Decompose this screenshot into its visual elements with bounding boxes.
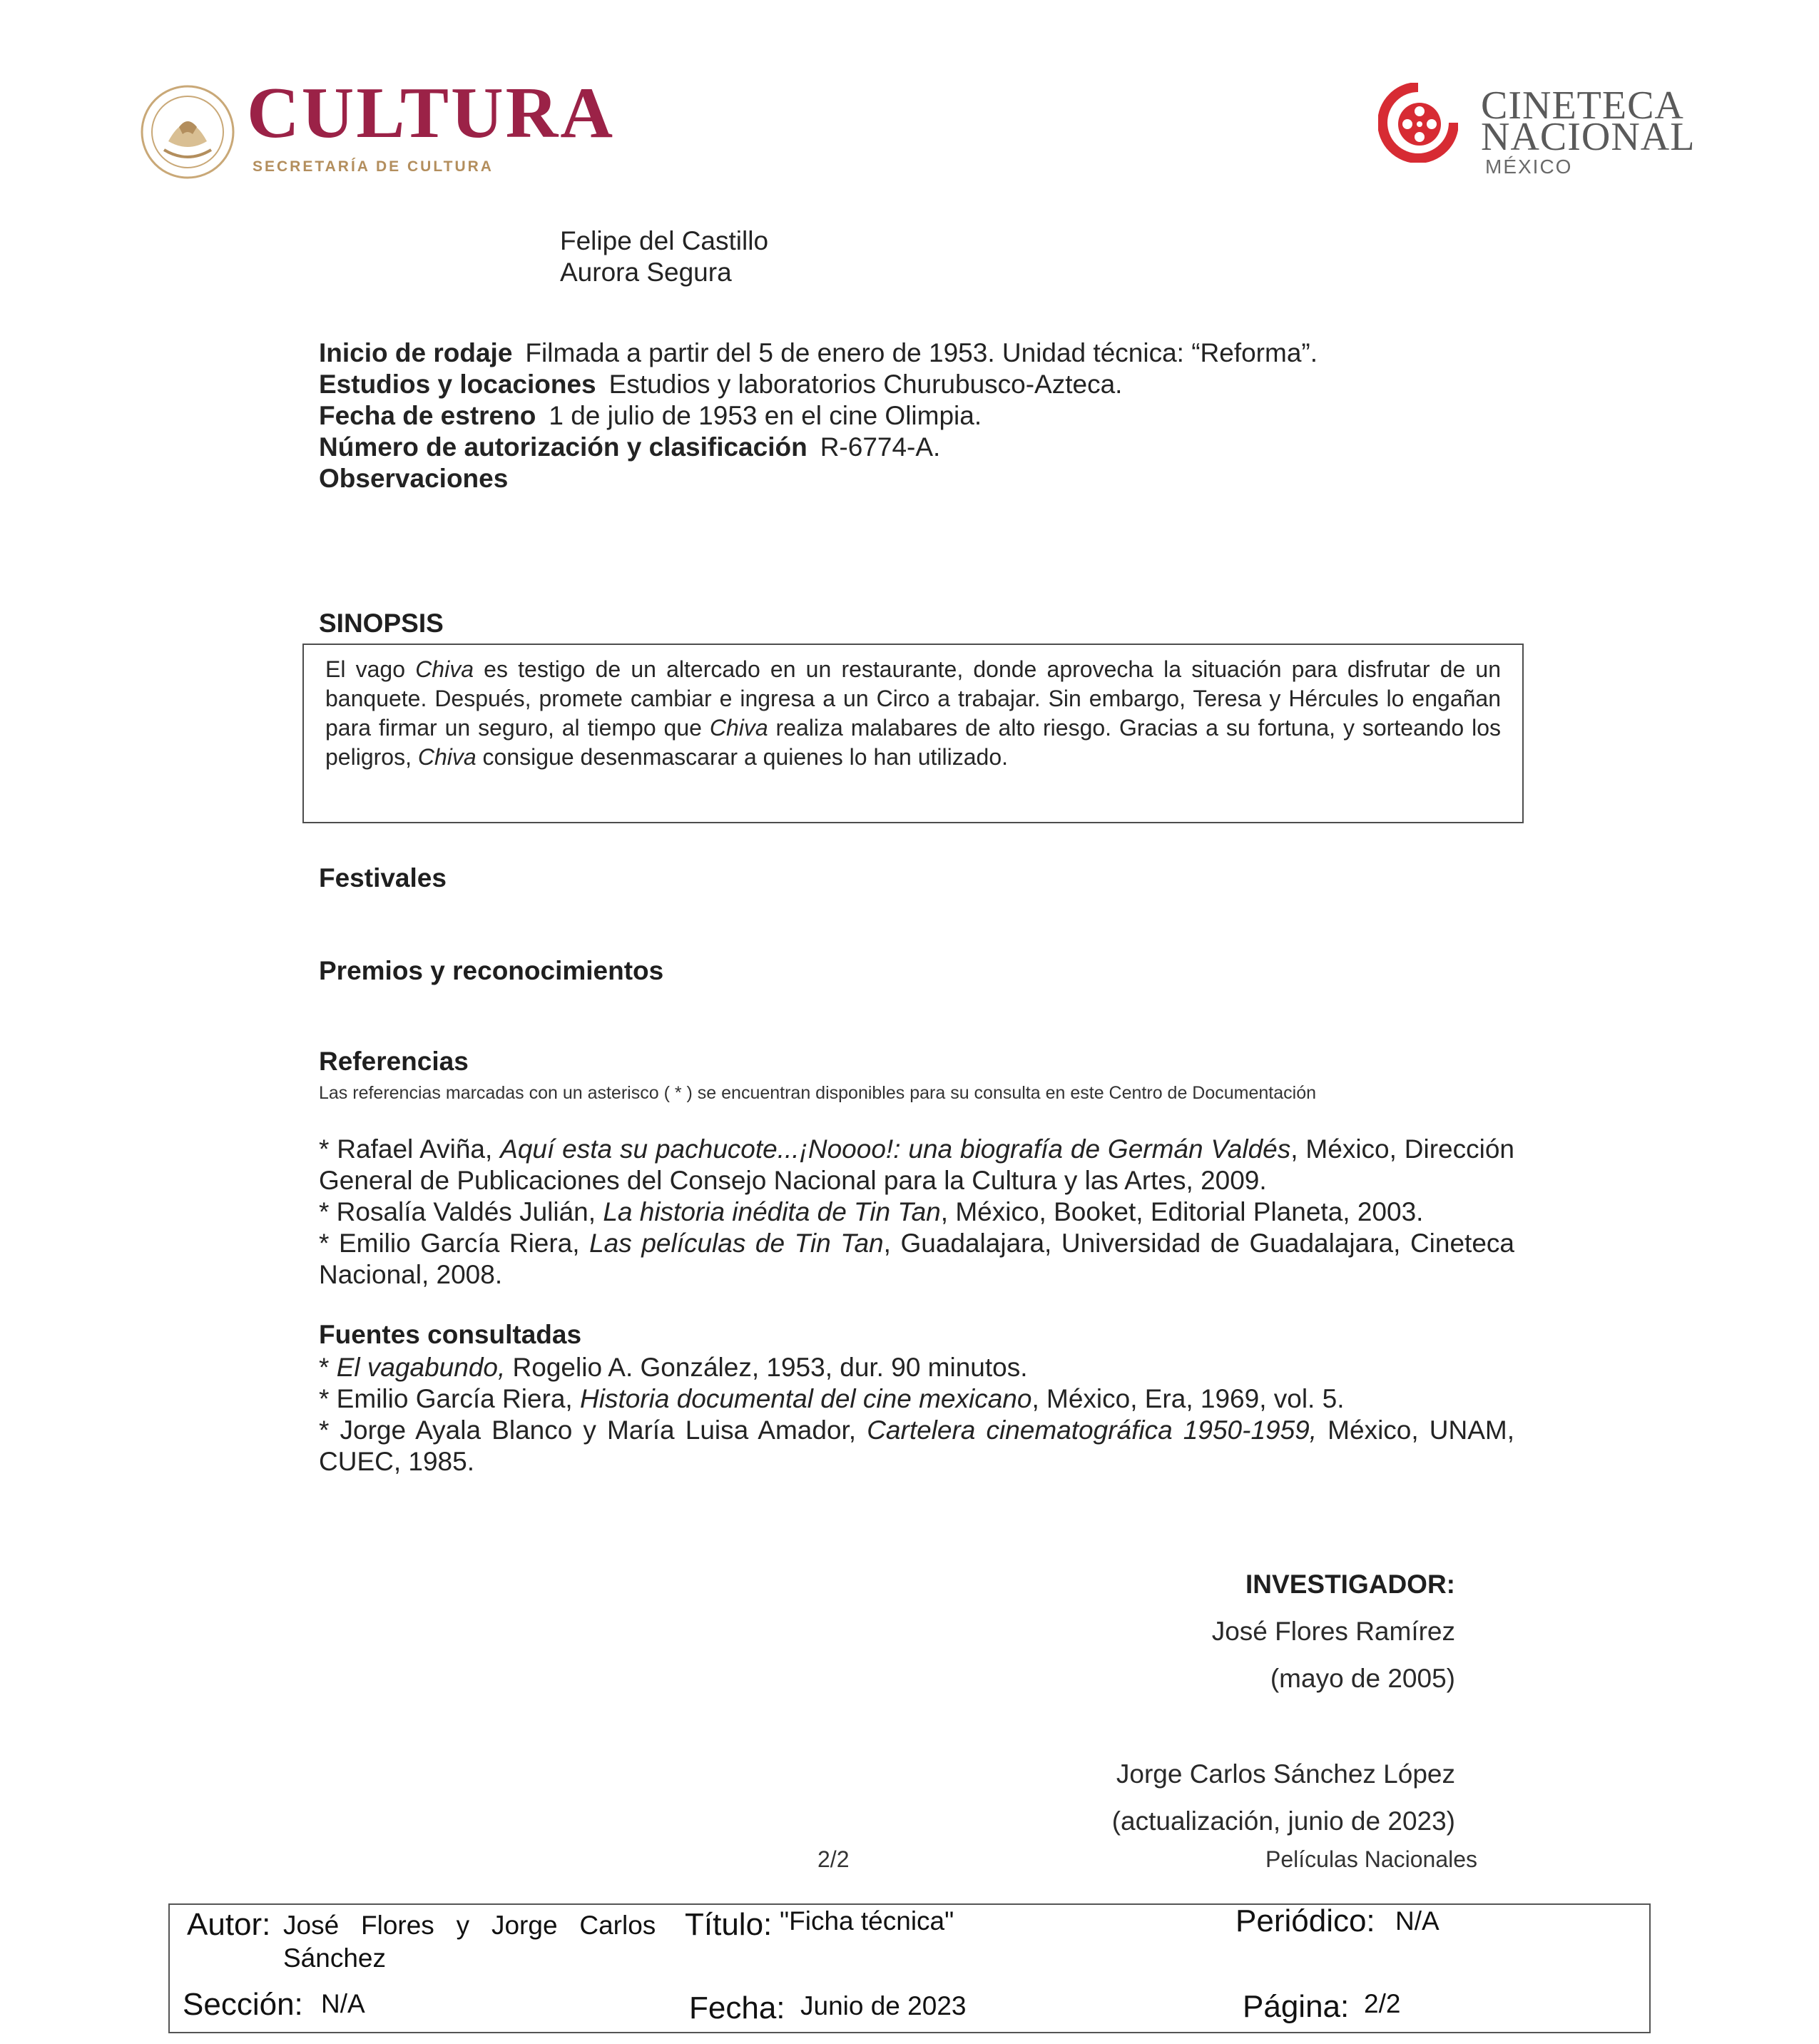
fecha-label: Fecha: <box>689 1990 785 2025</box>
fuentes-list <box>319 1352 1514 1478</box>
referencias-heading: Referencias <box>319 1047 469 1076</box>
autor-value-line2: Sánchez <box>283 1943 386 1973</box>
detail-row <box>319 400 1318 432</box>
seccion-value: N/A <box>321 1989 365 2018</box>
film-details <box>319 337 1318 494</box>
festivales-heading: Festivales <box>319 863 447 893</box>
source-item: * Jorge Ayala Blanco y María Luisa Amador, Cartelera cinematográfica 1950-1959, México, UNAM, CUEC, 1985. <box>319 1415 1514 1476</box>
detail-value: R-6774-A. <box>820 432 941 462</box>
cineteca-logo-line1: CINETECA <box>1481 83 1684 128</box>
autor-label: Autor: <box>187 1907 271 1942</box>
investigador-name: José Flores Ramírez <box>1211 1617 1455 1646</box>
pagina-value: 2/2 <box>1364 1989 1401 2018</box>
seccion-label: Sección: <box>183 1987 303 2022</box>
titulo-value: "Ficha técnica" <box>780 1906 954 1936</box>
detail-row <box>319 337 1318 369</box>
cineteca-logo-line3: MÉXICO <box>1485 156 1573 178</box>
pagina-label: Página: <box>1243 1989 1350 2024</box>
detail-label: Estudios y locaciones <box>319 370 596 399</box>
investigador-date: (actualización, junio de 2023) <box>1111 1806 1455 1836</box>
page-number: 2/2 <box>817 1846 850 1872</box>
fuentes-heading: Fuentes consultadas <box>319 1320 582 1349</box>
detail-label: Fecha de estreno <box>319 401 536 430</box>
source-item: * Emilio García Riera, Historia documental del cine mexicano, México, Era, 1969, vol. 5. <box>319 1384 1345 1413</box>
investigador-date: (mayo de 2005) <box>1270 1664 1455 1693</box>
cast-list <box>560 225 768 288</box>
periodico-value: N/A <box>1395 1906 1440 1936</box>
reference-item: * Rosalía Valdés Julián, La historia inédita de Tin Tan, México, Booket, Editorial Planeta, 2003. <box>319 1197 1424 1226</box>
cultura-logo-subtitle: SECRETARÍA DE CULTURA <box>253 158 494 175</box>
detail-value: 1 de julio de 1953 en el cine Olimpia. <box>549 401 982 430</box>
cineteca-logo-line2: NACIONAL <box>1481 115 1696 159</box>
synopsis-box <box>302 644 1524 823</box>
detail-row <box>319 369 1318 400</box>
cast-member: Aurora Segura <box>560 258 732 287</box>
mexico-coat-of-arms-icon <box>140 84 235 180</box>
detail-label: Inicio de rodaje <box>319 338 513 367</box>
detail-value: Filmada a partir del 5 de enero de 1953. Unidad técnica: “Reforma”. <box>525 338 1318 367</box>
synopsis-heading: SINOPSIS <box>319 609 444 638</box>
titulo-label: Título: <box>685 1907 773 1942</box>
detail-row <box>319 432 1318 463</box>
detail-label: Observaciones <box>319 464 509 493</box>
detail-label: Número de autorización y clasificación <box>319 432 807 462</box>
autor-value-line1: José Flores y Jorge Carlos <box>283 1911 656 1940</box>
periodico-label: Periódico: <box>1235 1903 1375 1938</box>
source-item: * El vagabundo, Rogelio A. González, 1953, dur. 90 minutos. <box>319 1353 1028 1382</box>
fecha-value: Junio de 2023 <box>800 1991 967 2020</box>
investigador-name: Jorge Carlos Sánchez López <box>1116 1759 1455 1789</box>
page-series: Películas Nacionales <box>1265 1846 1478 1872</box>
cast-member: Felipe del Castillo <box>560 226 769 255</box>
referencias-note: Las referencias marcadas con un asterisco ( * ) se encuentran disponibles para su consulta en este Centro de Documentación <box>319 1083 1316 1103</box>
film-reel-icon <box>1378 83 1458 163</box>
reference-item: * Rafael Aviña, Aquí esta su pachucote...¡Noooo!: una biografía de Germán Valdés, México, Dirección General de Publicaciones del Consejo Nacional para la Cultura y las Artes, 2009. <box>319 1134 1515 1195</box>
premios-heading: Premios y reconocimientos <box>319 956 664 985</box>
reference-item: * Emilio García Riera, Las películas de Tin Tan, Guadalajara, Universidad de Guadalajara, Cineteca Nacional, 2008. <box>319 1229 1514 1289</box>
cultura-logo-text: CULTURA <box>247 73 616 153</box>
synopsis-text: El vago Chiva es testigo de un altercado en un restaurante, donde aprovecha la situación para disfrutar de un banquete. Después, promete cambiar e ingresa a un Circo a trabajar. Sin embargo, Teresa y Hércules lo engañan para firmar un seguro, al tiempo que Chiva realiza malabares de alto riesgo. Gracias a su fortuna, y sorteando los peligros, Chiva consigue desenmascarar a quienes lo han utilizado. <box>325 656 1502 770</box>
detail-row <box>319 463 1318 494</box>
detail-value: Estudios y laboratorios Churubusco-Azteca. <box>608 370 1123 399</box>
investigador-label: INVESTIGADOR: <box>1245 1570 1455 1599</box>
referencias-list <box>319 1134 1514 1291</box>
